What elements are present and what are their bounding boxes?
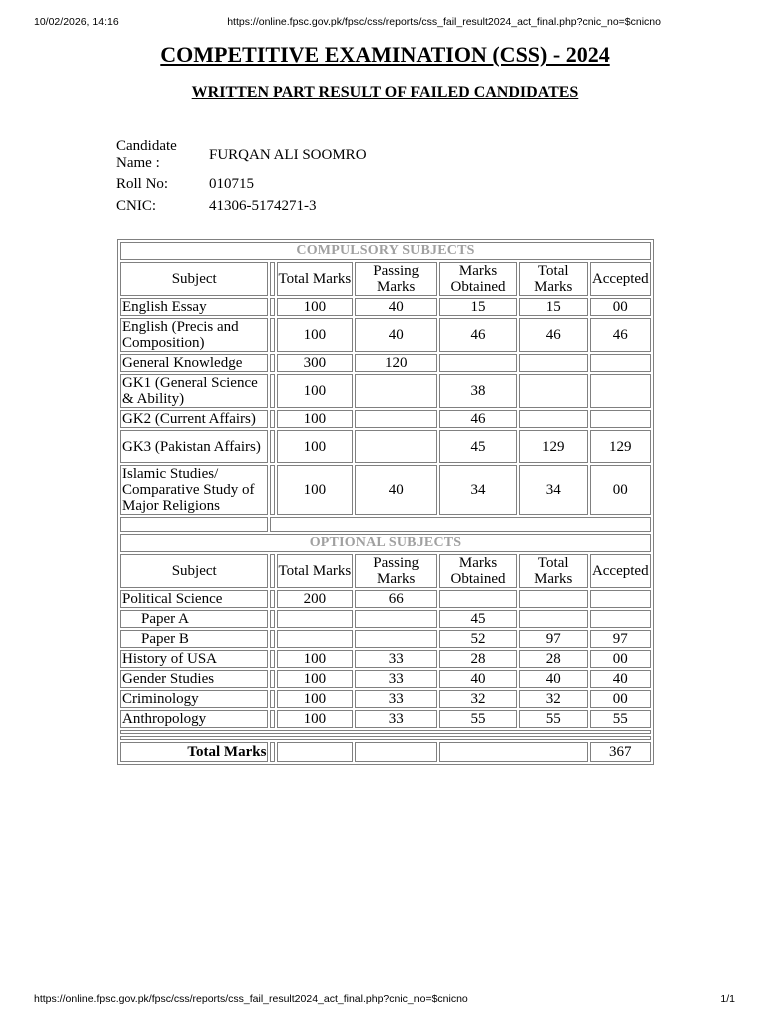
value-cell: 100 xyxy=(277,710,354,728)
column-divider xyxy=(270,690,274,708)
value-cell: 00 xyxy=(590,650,651,668)
value-cell: 55 xyxy=(519,710,588,728)
column-header-total-marks: Total Marks xyxy=(277,554,354,588)
value-cell xyxy=(590,590,651,608)
column-header-total-marks: Total Marks xyxy=(277,262,354,296)
candidate-name-label: Candidate Name : xyxy=(116,138,177,171)
value-cell: 40 xyxy=(355,298,437,316)
column-header-marks-obtained: Marks Obtained xyxy=(439,554,517,588)
value-cell xyxy=(277,630,354,648)
footer-url: https://online.fpsc.gov.pk/fpsc/css/reports/css_fail_result2024_act_final.php?cnic_no=$cnicno xyxy=(34,993,468,1005)
subject-cell: History of USA xyxy=(120,650,268,668)
value-cell: 129 xyxy=(519,430,588,463)
print-url: https://online.fpsc.gov.pk/fpsc/css/reports/css_fail_result2024_act_final.php?cnic_no=$cnicno xyxy=(227,16,661,28)
value-cell: 100 xyxy=(277,298,354,316)
value-cell xyxy=(590,610,651,628)
value-cell: 200 xyxy=(277,590,354,608)
page-subtitle: WRITTEN PART RESULT OF FAILED CANDIDATES xyxy=(191,84,579,101)
results-table xyxy=(117,239,654,765)
subject-cell: Paper B xyxy=(120,630,268,648)
column-header-subject: Subject xyxy=(120,554,268,588)
value-cell xyxy=(519,410,588,428)
subject-cell: GK1 (General Science & Ability) xyxy=(120,374,268,408)
value-cell xyxy=(439,590,517,608)
subject-cell: Political Science xyxy=(120,590,268,608)
value-cell xyxy=(355,630,437,648)
value-cell xyxy=(519,374,588,408)
value-cell: 34 xyxy=(439,465,517,515)
column-header-marks-obtained: Marks Obtained xyxy=(439,262,517,296)
print-footer xyxy=(34,993,735,1005)
table-row xyxy=(120,430,651,463)
column-header-passing-marks: Passing Marks xyxy=(355,554,437,588)
subject-cell: English Essay xyxy=(120,298,268,316)
column-divider xyxy=(270,554,274,588)
separator-cell xyxy=(120,736,651,740)
empty-cell xyxy=(439,742,587,762)
table-row xyxy=(120,710,651,728)
empty-cell xyxy=(355,742,437,762)
value-cell: 00 xyxy=(590,465,651,515)
column-header-accepted: Accepted xyxy=(590,262,651,296)
page-title: COMPETITIVE EXAMINATION (CSS) - 2024 xyxy=(160,42,610,67)
value-cell: 00 xyxy=(590,690,651,708)
total-marks-label: Total Marks xyxy=(120,742,268,762)
column-divider xyxy=(270,465,274,515)
column-divider xyxy=(270,262,274,296)
column-divider xyxy=(270,374,274,408)
value-cell xyxy=(519,610,588,628)
value-cell xyxy=(355,410,437,428)
subject-cell: GK3 (Pakistan Affairs) xyxy=(120,430,268,463)
table-row xyxy=(120,298,651,316)
value-cell: 00 xyxy=(590,298,651,316)
candidate-info xyxy=(114,136,369,218)
table-row xyxy=(120,650,651,668)
value-cell: 100 xyxy=(277,374,354,408)
value-cell: 32 xyxy=(519,690,588,708)
value-cell: 129 xyxy=(590,430,651,463)
column-divider xyxy=(270,650,274,668)
value-cell xyxy=(355,374,437,408)
value-cell: 66 xyxy=(355,590,437,608)
value-cell: 40 xyxy=(519,670,588,688)
value-cell: 100 xyxy=(277,430,354,463)
column-header-total-marks-2: Total Marks xyxy=(519,262,588,296)
value-cell: 300 xyxy=(277,354,354,372)
value-cell: 40 xyxy=(439,670,517,688)
value-cell: 46 xyxy=(519,318,588,352)
value-cell: 55 xyxy=(590,710,651,728)
value-cell xyxy=(355,430,437,463)
candidate-name: FURQAN ALI SOOMRO xyxy=(209,146,367,163)
section-heading: OPTIONAL SUBJECTS xyxy=(120,534,651,552)
value-cell: 52 xyxy=(439,630,517,648)
value-cell: 120 xyxy=(355,354,437,372)
value-cell: 32 xyxy=(439,690,517,708)
value-cell: 100 xyxy=(277,650,354,668)
value-cell xyxy=(590,354,651,372)
value-cell: 33 xyxy=(355,710,437,728)
value-cell: 100 xyxy=(277,690,354,708)
value-cell xyxy=(277,610,354,628)
value-cell: 46 xyxy=(439,410,517,428)
subject-cell: GK2 (Current Affairs) xyxy=(120,410,268,428)
column-divider xyxy=(270,630,274,648)
spacer-cell xyxy=(270,517,651,532)
value-cell: 97 xyxy=(519,630,588,648)
table-row xyxy=(120,670,651,688)
value-cell: 40 xyxy=(590,670,651,688)
value-cell: 100 xyxy=(277,410,354,428)
value-cell: 28 xyxy=(519,650,588,668)
table-row xyxy=(120,610,651,628)
column-divider xyxy=(270,610,274,628)
subject-cell: Criminology xyxy=(120,690,268,708)
value-cell: 40 xyxy=(355,465,437,515)
value-cell xyxy=(439,354,517,372)
value-cell: 34 xyxy=(519,465,588,515)
value-cell: 15 xyxy=(519,298,588,316)
column-divider xyxy=(270,354,274,372)
table-row xyxy=(120,465,651,515)
cnic-label: CNIC: xyxy=(116,198,157,214)
separator-cell xyxy=(120,730,651,734)
value-cell: 45 xyxy=(439,430,517,463)
value-cell xyxy=(519,354,588,372)
print-datetime: 10/02/2026, 14:16 xyxy=(34,16,119,28)
column-divider xyxy=(270,742,274,762)
table-row xyxy=(120,354,651,372)
value-cell: 100 xyxy=(277,318,354,352)
column-header-accepted: Accepted xyxy=(590,554,651,588)
subject-cell: Islamic Studies/ Comparative Study of Major Religions xyxy=(120,465,268,515)
value-cell: 100 xyxy=(277,670,354,688)
page-number: 1/1 xyxy=(720,993,735,1005)
subject-cell: Gender Studies xyxy=(120,670,268,688)
column-header-total-marks-2: Total Marks xyxy=(519,554,588,588)
table-row xyxy=(120,630,651,648)
table-row xyxy=(120,590,651,608)
value-cell: 40 xyxy=(355,318,437,352)
value-cell xyxy=(590,410,651,428)
value-cell: 33 xyxy=(355,690,437,708)
value-cell: 55 xyxy=(439,710,517,728)
value-cell: 38 xyxy=(439,374,517,408)
cnic: 41306-5174271-3 xyxy=(209,198,317,214)
print-header xyxy=(34,16,735,28)
column-divider xyxy=(270,430,274,463)
column-header-passing-marks: Passing Marks xyxy=(355,262,437,296)
subject-cell: Anthropology xyxy=(120,710,268,728)
section-heading: COMPULSORY SUBJECTS xyxy=(120,242,651,260)
roll-no: 010715 xyxy=(209,176,254,192)
value-cell: 97 xyxy=(590,630,651,648)
table-row xyxy=(120,410,651,428)
value-cell: 28 xyxy=(439,650,517,668)
value-cell: 46 xyxy=(590,318,651,352)
table-row xyxy=(120,690,651,708)
column-divider xyxy=(270,710,274,728)
spacer-cell xyxy=(120,517,268,532)
column-divider xyxy=(270,318,274,352)
subject-cell: English (Precis and Composition) xyxy=(120,318,268,352)
value-cell: 15 xyxy=(439,298,517,316)
table-row xyxy=(120,318,651,352)
value-cell xyxy=(590,374,651,408)
value-cell xyxy=(519,590,588,608)
empty-cell xyxy=(277,742,354,762)
column-divider xyxy=(270,410,274,428)
column-divider xyxy=(270,590,274,608)
column-divider xyxy=(270,670,274,688)
value-cell xyxy=(355,610,437,628)
value-cell: 45 xyxy=(439,610,517,628)
total-accepted-value: 367 xyxy=(590,742,651,762)
subject-cell: General Knowledge xyxy=(120,354,268,372)
column-divider xyxy=(270,298,274,316)
roll-no-label: Roll No: xyxy=(116,176,169,192)
column-header-subject: Subject xyxy=(120,262,268,296)
subject-cell: Paper A xyxy=(120,610,268,628)
value-cell: 33 xyxy=(355,650,437,668)
value-cell: 46 xyxy=(439,318,517,352)
table-row xyxy=(120,374,651,408)
value-cell: 100 xyxy=(277,465,354,515)
value-cell: 33 xyxy=(355,670,437,688)
